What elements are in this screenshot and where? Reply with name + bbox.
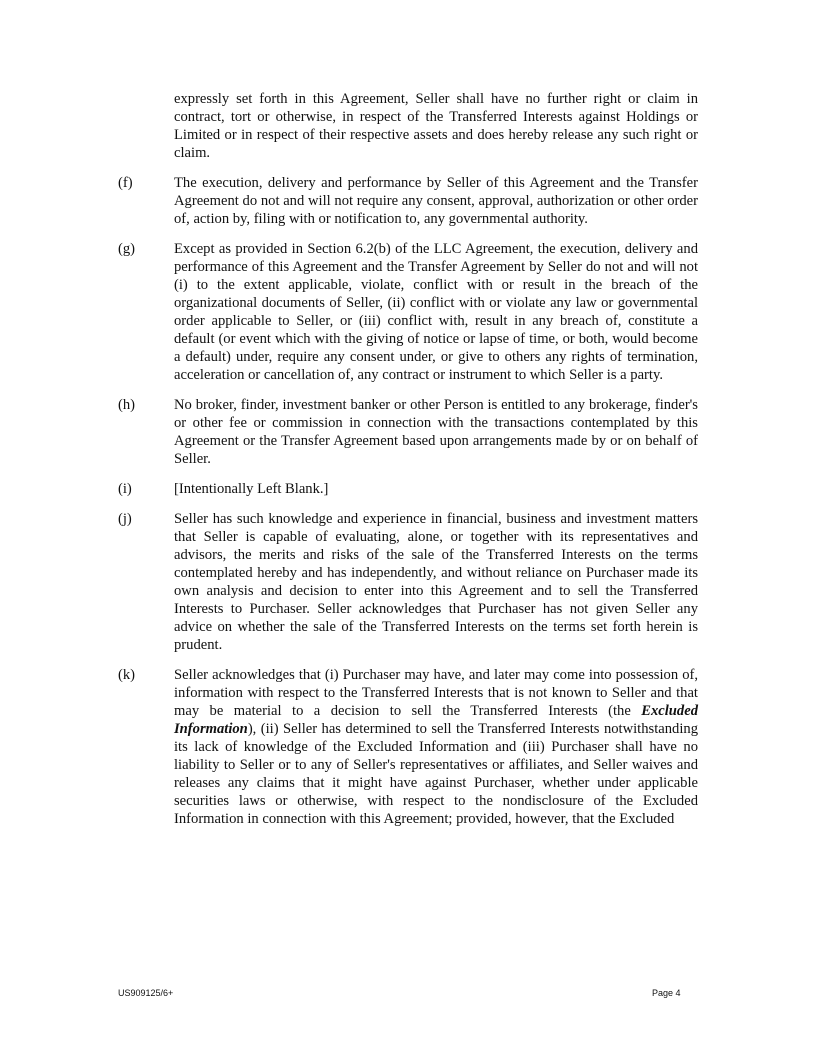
defined-term: Excluded Information (174, 703, 698, 737)
clause-text: [Intentionally Left Blank.] (174, 481, 329, 497)
clause-text: Except as provided in Section 6.2(b) of the LLC Agreement, the execution, delivery and performance of this Agreement and the Transfer Agreement by Seller do not and will not (i) to the extent applicable, violate, conflict with or result in the breach of the organizational documents of Seller, (ii) conflict with or violate any law or governmental order applicable to Seller, or (iii) conflict with, result in any breach of, constitute a default (or event which with the giving of notice or lapse of time, or both, would become a default) under, require any consent under, or give to others any rights of termination, acceleration or cancellation of, any contract or instrument to which Seller is a party. (174, 241, 698, 383)
clause-i (118, 480, 698, 498)
clause-f (118, 174, 698, 228)
clause-label: (h) (118, 397, 136, 413)
clause-label: (i) (118, 481, 132, 497)
clause-text: No broker, finder, investment banker or other Person is entitled to any brokerage, finder's or other fee or commission in connection with the transactions contemplated by this Agreement or the Transfer Agreement based upon arrangements made by or on behalf of Seller. (174, 397, 698, 467)
clause-g (118, 240, 698, 384)
clause-j (118, 510, 698, 654)
clause-label: (g) (118, 241, 136, 257)
document-body (118, 90, 698, 840)
clause-text-part: Seller acknowledges that (i) Purchaser may have, and later may come into possession of, information with respect to the Transferred Interests that is not known to Seller and that may be material to a decision to sell the Transferred Interests (the (174, 667, 698, 719)
footer-page-number: Page 4 (652, 988, 681, 998)
clause-text: The execution, delivery and performance by Seller of this Agreement and the Transfer Agreement do not and will not require any consent, approval, authorization or other order of, action by, filing with or notification to, any governmental authority. (174, 175, 698, 227)
clause-label: (f) (118, 175, 133, 191)
clause-label: (j) (118, 511, 132, 527)
continuation-paragraph: expressly set forth in this Agreement, Seller shall have no further right or claim in contract, tort or otherwise, in respect of the Transferred Interests against Holdings or Limited or in respect of their respective assets and does hereby release any such right or claim. (174, 91, 698, 161)
clause-text (174, 666, 698, 828)
clause-k (118, 666, 698, 828)
clause-h (118, 396, 698, 468)
clause-text: Seller has such knowledge and experience in financial, business and investment matters that Seller is capable of evaluating, alone, or together with its representatives and advisors, the merits and risks of the sale of the Transferred Interests on the terms contemplated hereby and has independently, and without reliance on Purchaser made its own analysis and decision to enter into this Agreement and to sell the Transferred Interests to Purchaser. Seller acknowledges that Purchaser has not given Seller any advice on whether the sale of the Transferred Interests on the terms set forth herein is prudent. (174, 511, 698, 653)
clause-label: (k) (118, 667, 136, 683)
footer-document-id: US909125/6+ (118, 988, 174, 998)
clause-text-part: ), (ii) Seller has determined to sell the Transferred Interests notwithstanding its lack of knowledge of the Excluded Information and (iii) Purchaser shall have no liability to Seller or to any of Seller's representatives or affiliates, and Seller waives and releases any claims that it might have against Purchaser, whether under applicable securities laws or otherwise, with respect to the nondisclosure of the Excluded Information in connection with this Agreement; provided, however, that the Excluded (174, 721, 698, 827)
